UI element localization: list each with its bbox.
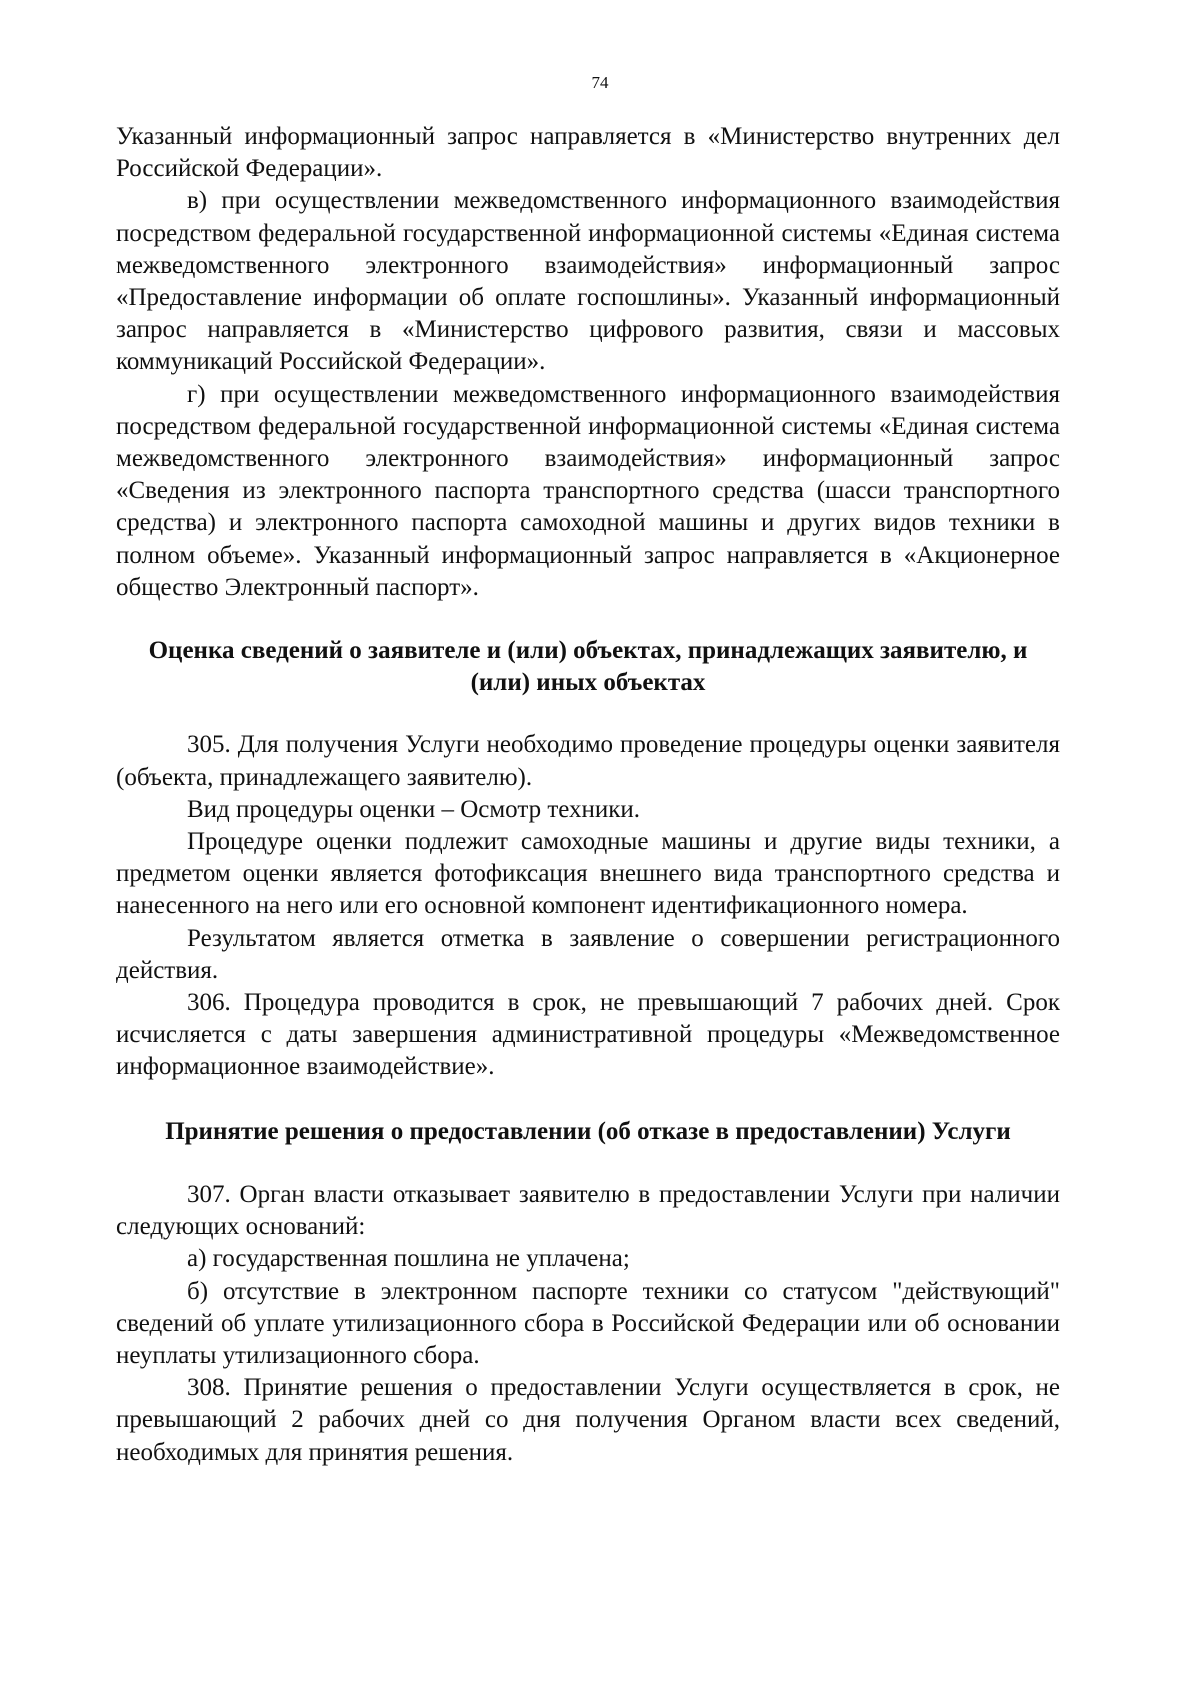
paragraph-item-g: г) при осуществлении межведомственного информационного взаимодействия посредством федеральной государственной информационной системы «Единая система межведомственного электронного взаимодействия» информационный запрос «Сведения из электронного паспорта транспортного средства (шасси транспортного средства) и электронного паспорта самоходной машины и других видов техники в полном объеме». Указанный информационный запрос направляется в «Акционерное общество Электронный паспорт». <box>116 380 1060 601</box>
section-heading-assessment: Оценка сведений о заявителе и (или) объектах, принадлежащих заявителю, и (или) иных объектах <box>148 637 1028 697</box>
paragraph-306: 306. Процедура проводится в срок, не превышающий 7 рабочих дней. Срок исчисляется с даты завершения административной процедуры «Межведомственное информационное взаимодействие». <box>116 989 1060 1081</box>
paragraph-307: 307. Орган власти отказывает заявителю в предоставлении Услуги при наличии следующих оснований: <box>116 1180 1060 1241</box>
paragraph-308: 308. Принятие решения о предоставлении Услуги осуществляется в срок, не превышающий 2 рабочих дней со дня получения Органом власти всех сведений, необходимых для принятия решения. <box>116 1374 1060 1466</box>
page-number: 74 <box>591 73 609 92</box>
section-heading-decision: Принятие решения о предоставлении (об отказе в предоставлении) Услуги <box>165 1117 1011 1145</box>
document-body <box>116 121 1060 1469</box>
paragraph-307-item-a: а) государственная пошлина не уплачена; <box>187 1245 630 1273</box>
paragraph-307-item-b: б) отсутствие в электронном паспорте техники со статусом "действующий" сведений об уплате утилизационного сбора в Российской Федерации или об основании неуплаты утилизационного сбора. <box>116 1277 1060 1369</box>
paragraph-assessment-type: Вид процедуры оценки – Осмотр техники. <box>187 795 641 823</box>
paragraph-mvd-request: Указанный информационный запрос направляется в «Министерство внутренних дел Российской Федерации». <box>116 123 1060 183</box>
paragraph-assessment-result: Результатом является отметка в заявление о совершении регистрационного действия. <box>116 924 1060 984</box>
paragraph-305: 305. Для получения Услуги необходимо проведение процедуры оценки заявителя (объекта, принадлежащего заявителю). <box>116 731 1060 791</box>
paragraph-assessment-subject: Процедуре оценки подлежит самоходные машины и другие виды техники, а предметом оценки является фотофиксация внешнего вида транспортного средства и нанесенного на него или его основной компонент идентификационного номера. <box>116 828 1060 920</box>
paragraph-item-v: в) при осуществлении межведомственного информационного взаимодействия посредством федеральной государственной информационной системы «Единая система межведомственного электронного взаимодействия» информационный запрос «Предоставление информации об оплате госпошлины». Указанный информационный запрос направляется в «Министерство цифрового развития, связи и массовых коммуникаций Российской Федерации». <box>116 187 1060 376</box>
